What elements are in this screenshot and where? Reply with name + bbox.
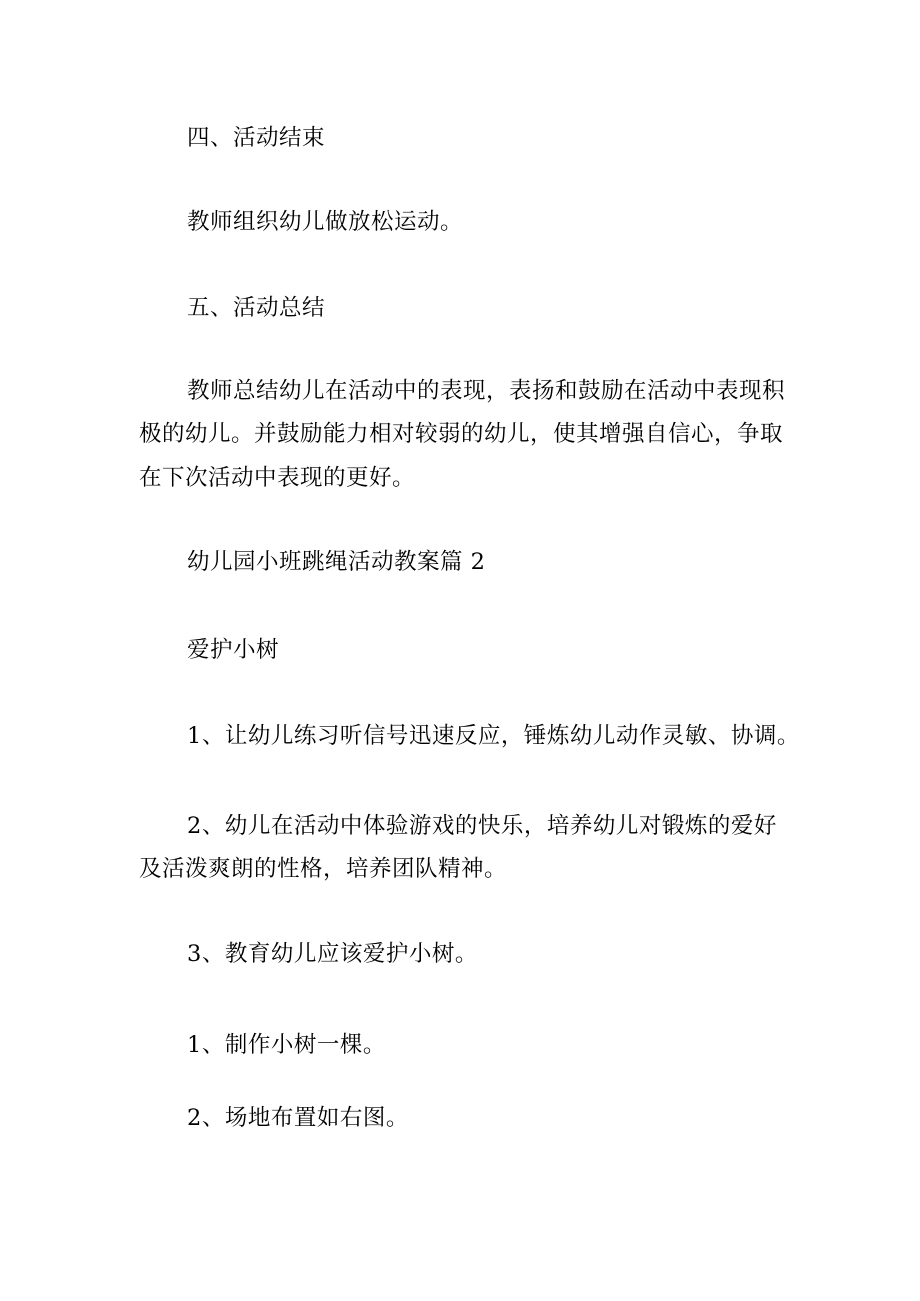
section-five-body-line: 极的幼儿。并鼓励能力相对较弱的幼儿，使其增强自信心，争取 — [139, 421, 784, 447]
activity-name: 爱护小树 — [187, 637, 280, 663]
preparation-item: 2、场地布置如右图。 — [187, 1105, 409, 1131]
section-four-heading: 四、活动结束 — [187, 125, 326, 151]
goal-item-continuation: 及活泼爽朗的性格，培养团队精神。 — [139, 856, 508, 882]
goal-item: 2、幼儿在活动中体验游戏的快乐，培养幼儿对锻炼的爱好 — [187, 813, 777, 839]
section-four-body: 教师组织幼儿做放松运动。 — [187, 209, 464, 235]
goal-item: 3、教育幼儿应该爱护小树。 — [187, 941, 478, 967]
section-five-body-line: 教师总结幼儿在活动中的表现，表扬和鼓励在活动中表现积 — [187, 378, 786, 404]
section-five-heading: 五、活动总结 — [187, 295, 326, 321]
article-title: 幼儿园小班跳绳活动教案篇 2 — [187, 549, 486, 575]
goal-item: 1、让幼儿练习听信号迅速反应，锤炼幼儿动作灵敏、协调。 — [187, 723, 800, 749]
preparation-item: 1、制作小树一棵。 — [187, 1032, 386, 1058]
section-five-body-line: 在下次活动中表现的更好。 — [139, 465, 416, 491]
